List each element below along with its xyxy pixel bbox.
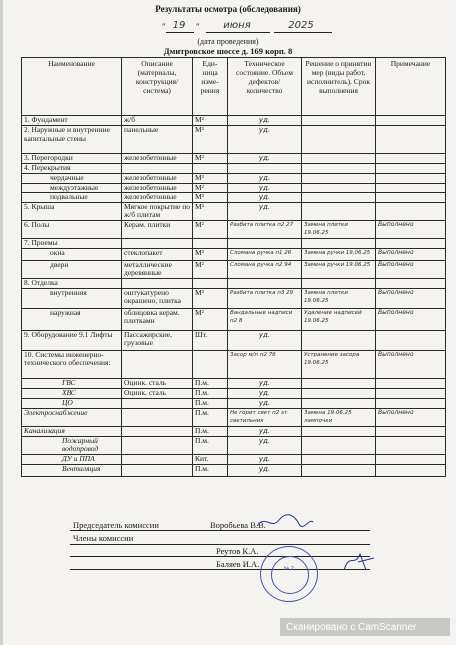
table-row [22, 436, 446, 454]
table-row [22, 174, 446, 184]
row-decision [302, 154, 376, 164]
row-note: Выполнено [376, 248, 446, 260]
row-name: 7. Проемы [22, 238, 122, 248]
row-note [376, 164, 446, 174]
chair-signature-line [70, 530, 370, 531]
row-name: Вентиляция [22, 464, 122, 476]
row-note [376, 426, 446, 436]
row-name: 9. Оборудование 9.1 Лифты [22, 330, 122, 350]
row-name: ДУ и ППА [22, 454, 122, 464]
row-description: железобетонные [122, 183, 193, 193]
member-signature [340, 548, 380, 574]
row-unit: П.м. [193, 436, 228, 454]
row-note [376, 238, 446, 248]
row-note [376, 464, 446, 476]
row-name: 4. Перекрытия [22, 164, 122, 174]
month-underline [206, 32, 270, 33]
quote-close: " [196, 22, 200, 32]
row-condition: Сломана ручка п1 26 [228, 248, 302, 260]
row-name: подвальные [22, 193, 122, 203]
table-row [22, 154, 446, 164]
row-unit: П.м. [193, 464, 228, 476]
members-line [70, 544, 370, 545]
row-unit: П.м. [193, 426, 228, 436]
col-header-condition: Техническое состояние. Объем дефектов/ количество [228, 58, 302, 116]
row-description [122, 398, 193, 408]
address: Дмитровское шоссе д. 169 корп. 8 [163, 46, 293, 56]
row-description [122, 426, 193, 436]
table-row [22, 426, 446, 436]
stamp-text: № 2 [284, 566, 294, 572]
date-caption: (дата проведения) [197, 37, 259, 46]
row-description [122, 350, 193, 378]
row-unit: М² [193, 220, 228, 238]
row-note [376, 388, 446, 398]
row-description: Мягкое покрытие по ж/б плитам [122, 202, 193, 220]
camscanner-watermark: Сканировано с CamScanner [286, 622, 417, 633]
row-unit: М² [193, 308, 228, 330]
row-condition: уд. [228, 464, 302, 476]
row-name: двери [22, 260, 122, 278]
member1-name: Реутов К.А. [216, 546, 259, 556]
row-name: 1. Фундамент [22, 116, 122, 126]
date-day: 19 [172, 20, 186, 31]
table-row [22, 238, 446, 248]
row-note [376, 202, 446, 220]
row-decision [302, 183, 376, 193]
table-row [22, 288, 446, 308]
row-condition: уд. [228, 202, 302, 220]
row-description: Оцинк. сталь [122, 378, 193, 388]
row-note [376, 154, 446, 164]
member2-line [70, 569, 370, 570]
row-decision [302, 126, 376, 154]
table-row [22, 378, 446, 388]
row-decision: Замена ручки 19.06.25 [302, 248, 376, 260]
row-description: стеклопакет [122, 248, 193, 260]
table-row [22, 330, 446, 350]
row-decision [302, 464, 376, 476]
table-row [22, 164, 446, 174]
row-description [122, 436, 193, 454]
table-row [22, 126, 446, 154]
row-condition: уд. [228, 116, 302, 126]
row-decision: Устранение засора 19.06.25 [302, 350, 376, 378]
col-header-name: Наименование [22, 58, 122, 116]
table-row [22, 116, 446, 126]
row-name: 8. Отделка [22, 278, 122, 288]
members-label: Члены комиссии [73, 533, 134, 543]
row-description [122, 454, 193, 464]
row-unit: М² [193, 174, 228, 184]
row-condition: уд. [228, 426, 302, 436]
row-condition: уд. [228, 126, 302, 154]
row-decision [302, 330, 376, 350]
row-condition: уд. [228, 454, 302, 464]
row-condition: Сломана ручка п2 94 [228, 260, 302, 278]
row-decision: Замена ручки 19.06.25 [302, 260, 376, 278]
row-description: Оцинк. сталь [122, 388, 193, 398]
row-unit: М² [193, 202, 228, 220]
row-note: Выполнено [376, 220, 446, 238]
row-description [122, 238, 193, 248]
row-description: облицовка керам. плитками [122, 308, 193, 330]
table-row [22, 193, 446, 203]
table-row [22, 454, 446, 464]
row-note [376, 126, 446, 154]
row-name: Пожарный водопровод [22, 436, 122, 454]
row-unit: П.м. [193, 388, 228, 398]
row-unit: М² [193, 288, 228, 308]
chair-signature [255, 512, 315, 532]
row-unit: М² [193, 193, 228, 203]
row-description [122, 464, 193, 476]
row-unit: М² [193, 260, 228, 278]
row-condition: Разбита плитка п2 27 [228, 220, 302, 238]
row-unit: Шт. [193, 330, 228, 350]
row-name: ЦО [22, 398, 122, 408]
row-condition: уд. [228, 436, 302, 454]
row-description: Керам. плитки [122, 220, 193, 238]
row-note [376, 174, 446, 184]
date-month: июня [223, 20, 251, 31]
row-name: 3. Перегородки [22, 154, 122, 164]
row-condition: уд. [228, 388, 302, 398]
row-note [376, 436, 446, 454]
row-unit [193, 278, 228, 288]
row-condition: уд. [228, 174, 302, 184]
table-row [22, 183, 446, 193]
row-note [376, 398, 446, 408]
row-unit: М² [193, 248, 228, 260]
row-unit: М² [193, 116, 228, 126]
row-description: железобетонные [122, 154, 193, 164]
col-header-unit: Еди-ница изме-рения [193, 58, 228, 116]
quote-open: " [162, 22, 166, 32]
row-name: чердачные [22, 174, 122, 184]
row-note [376, 454, 446, 464]
row-name: ХВС [22, 388, 122, 398]
row-description: металлические деревянные [122, 260, 193, 278]
row-decision [302, 398, 376, 408]
day-underline [166, 32, 194, 33]
row-name: 2. Наружные и внутренние капитальные стены [22, 126, 122, 154]
row-unit [193, 238, 228, 248]
row-decision: Замена 19.06.25 лампочки [302, 408, 376, 426]
table-row [22, 248, 446, 260]
col-header-note: Примечание [376, 58, 446, 116]
row-note: Выполнено [376, 308, 446, 330]
row-condition: Разбита плитка п3 29 [228, 288, 302, 308]
row-description [122, 278, 193, 288]
row-name: 6. Полы [22, 220, 122, 238]
row-decision: Замена плитки 19.06.25 [302, 288, 376, 308]
row-unit: Кит. [193, 454, 228, 464]
table-row [22, 308, 446, 330]
row-name: внутренняя [22, 288, 122, 308]
table-row [22, 350, 446, 378]
row-description: оштукатурено окрашено, плитка [122, 288, 193, 308]
row-note [376, 378, 446, 388]
row-note: Выполнено [376, 260, 446, 278]
row-decision [302, 202, 376, 220]
row-name: Электроснабжение [22, 408, 122, 426]
table-row [22, 464, 446, 476]
inspection-table [21, 57, 446, 477]
row-note [376, 330, 446, 350]
row-note [376, 116, 446, 126]
row-decision: Замена плитки 19.06.25 [302, 220, 376, 238]
row-unit [193, 350, 228, 378]
member1-line [70, 556, 370, 557]
row-unit: П.м. [193, 378, 228, 388]
row-note: Выполнено [376, 350, 446, 378]
row-note: Выполнено [376, 408, 446, 426]
chair-label: Председатель комиссии [73, 520, 159, 530]
row-name: ГВС [22, 378, 122, 388]
row-condition: Не горит свет п2 эт. светильник [228, 408, 302, 426]
row-description [122, 164, 193, 174]
row-condition [228, 164, 302, 174]
row-decision [302, 454, 376, 464]
row-decision: Удаление надписей 19.06.25 [302, 308, 376, 330]
year-underline [274, 32, 332, 33]
row-unit: М² [193, 183, 228, 193]
row-decision [302, 278, 376, 288]
row-name: междуэтажные [22, 183, 122, 193]
row-note [376, 278, 446, 288]
row-description [122, 408, 193, 426]
col-header-description: Описание (материалы, конструкция/ система) [122, 58, 193, 116]
row-name: 5. Крыша [22, 202, 122, 220]
row-description: железобетонные [122, 174, 193, 184]
scan-edge [0, 0, 3, 645]
row-condition: уд. [228, 193, 302, 203]
row-description: панельные [122, 126, 193, 154]
row-decision [302, 116, 376, 126]
row-unit: М² [193, 126, 228, 154]
date-line [0, 22, 456, 36]
row-condition [228, 238, 302, 248]
row-unit: П.м. [193, 398, 228, 408]
row-condition: уд. [228, 398, 302, 408]
table-row [22, 202, 446, 220]
table-row [22, 260, 446, 278]
row-decision [302, 436, 376, 454]
table-row [22, 278, 446, 288]
document-title: Результаты осмотра (обследования) [155, 4, 301, 14]
row-description: ж/б [122, 116, 193, 126]
row-decision [302, 426, 376, 436]
row-decision [302, 378, 376, 388]
row-condition: уд. [228, 183, 302, 193]
stamp-inner-ring [271, 556, 309, 594]
row-name: Канализация [22, 426, 122, 436]
row-decision [302, 164, 376, 174]
row-unit: П.м. [193, 408, 228, 426]
row-note: Выполнено [376, 288, 446, 308]
row-description: железобетонные [122, 193, 193, 203]
table-row [22, 388, 446, 398]
row-condition: Вандальные надписи п2 8 [228, 308, 302, 330]
row-note [376, 183, 446, 193]
col-header-decision: Решение о принятии мер (виды работ, исполнитель). Срок выполнения [302, 58, 376, 116]
row-decision [302, 238, 376, 248]
row-decision [302, 388, 376, 398]
table-header-row [22, 58, 446, 116]
table-row [22, 220, 446, 238]
table-row [22, 408, 446, 426]
row-name: наружная [22, 308, 122, 330]
row-note [376, 193, 446, 203]
row-name: 10. Системы инженерно-технического обеспечения: [22, 350, 122, 378]
row-description: Пассажирские, грузовые [122, 330, 193, 350]
row-condition: уд. [228, 330, 302, 350]
row-unit: М² [193, 154, 228, 164]
row-condition: уд. [228, 154, 302, 164]
row-condition: уд. [228, 378, 302, 388]
chair-name: Воробьева В.В. [210, 520, 266, 530]
date-year: 2025 [288, 20, 314, 31]
official-stamp [260, 546, 318, 602]
row-unit [193, 164, 228, 174]
row-condition: Засор м/п п2 7б [228, 350, 302, 378]
row-decision [302, 193, 376, 203]
row-name: окна [22, 248, 122, 260]
member2-name: Баляев И.А. [216, 559, 260, 569]
table-row [22, 398, 446, 408]
row-decision [302, 174, 376, 184]
row-condition [228, 278, 302, 288]
